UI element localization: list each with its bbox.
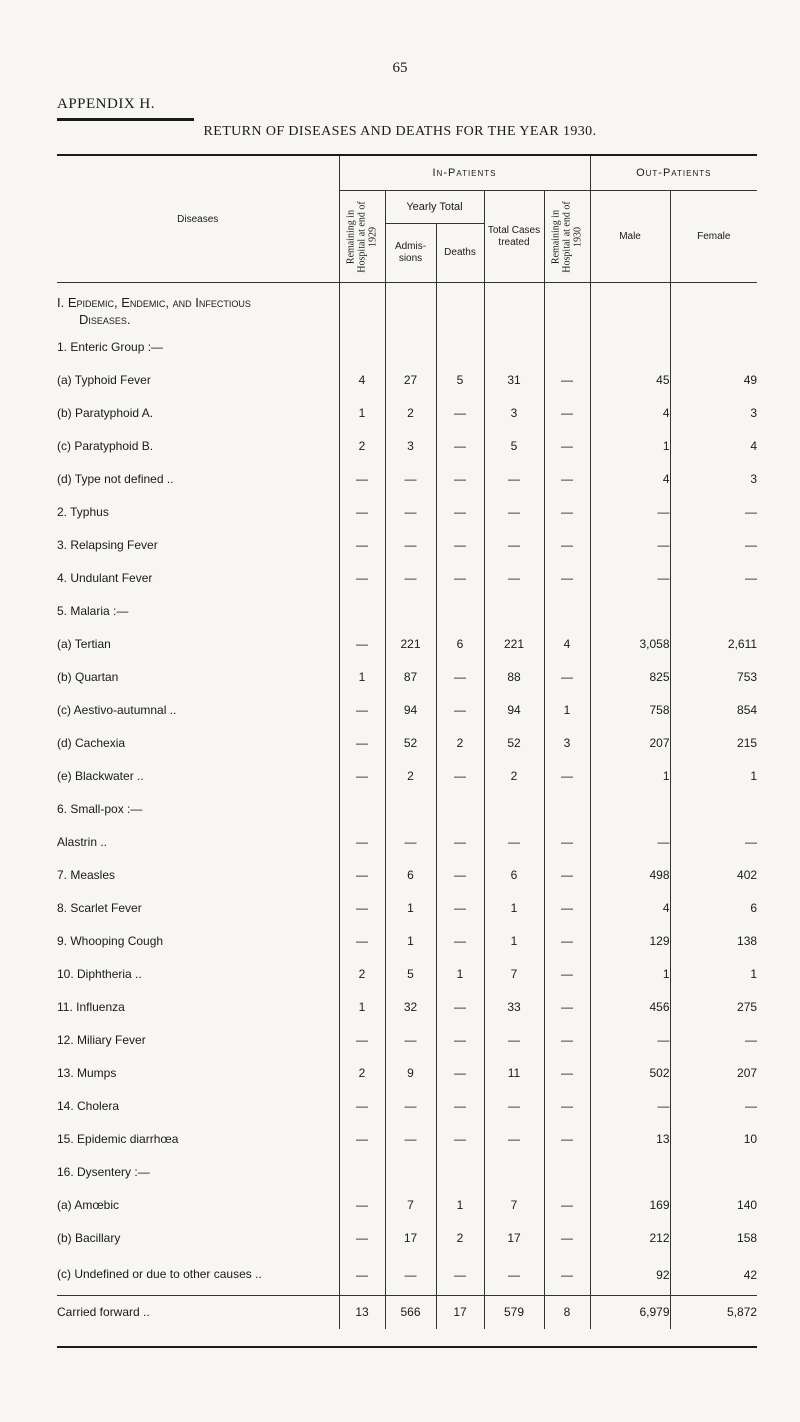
table-row [57, 562, 757, 595]
cell-admissions: — [385, 1024, 436, 1057]
disease-name: (d) Type not defined .. [57, 463, 339, 496]
table-row [57, 1222, 757, 1255]
cell-remaining-start: 1 [339, 397, 385, 430]
cell-remaining-end: — [544, 958, 590, 991]
disease-name: 9. Whooping Cough [57, 925, 339, 958]
cell-deaths: — [436, 661, 484, 694]
table-row [57, 1255, 757, 1296]
cell-male: 92 [590, 1255, 670, 1296]
group-label: 16. Dysentery :— [57, 1156, 339, 1189]
cell-deaths: — [436, 562, 484, 595]
cell-total-cases: — [484, 463, 544, 496]
table-row [57, 661, 757, 694]
cell-remaining-start: — [339, 1024, 385, 1057]
disease-name: (a) Amœbic [57, 1189, 339, 1222]
cell-remaining-end: — [544, 892, 590, 925]
cell-remaining-start: — [339, 1255, 385, 1296]
cell-admissions: 5 [385, 958, 436, 991]
cell-remaining-end: — [544, 1222, 590, 1255]
cell-female: 1 [750, 967, 758, 981]
disease-name: 13. Mumps [57, 1057, 339, 1090]
remaining-start-header: Remaining in Hospital at end of 1929 [339, 191, 385, 283]
cell-female: 207 [737, 1066, 758, 1080]
table-row [57, 727, 757, 760]
female-header: Female [670, 191, 757, 283]
page-number: 65 [392, 60, 408, 76]
cell-female: 854 [737, 703, 758, 717]
deaths-header: Deaths [436, 224, 484, 283]
out-patients-header: Out-Patients [590, 156, 757, 191]
cell-remaining-end: 4 [544, 628, 590, 661]
table-row [57, 463, 757, 496]
cell-deaths: 2 [436, 1222, 484, 1255]
cell-deaths: — [436, 991, 484, 1024]
cell-total-cases: — [484, 529, 544, 562]
cell-deaths: — [436, 892, 484, 925]
cell-remaining-end: — [544, 1123, 590, 1156]
cell-female: — [745, 835, 758, 849]
disease-name: (d) Cachexia [57, 727, 339, 760]
cell-remaining-start: — [339, 727, 385, 760]
cell-female: — [745, 1033, 758, 1047]
table-bottom-rule [57, 1346, 757, 1348]
table-row [57, 892, 757, 925]
cell-admissions: — [385, 1090, 436, 1123]
table-row [57, 1090, 757, 1123]
cell-remaining-end: — [544, 1057, 590, 1090]
group-row-smallpox [57, 793, 757, 826]
cell-admissions: 87 [385, 661, 436, 694]
cell-deaths: — [436, 1090, 484, 1123]
cell-remaining-end: — [544, 826, 590, 859]
cell-admissions: 17 [385, 1222, 436, 1255]
cell-total-cases: 7 [484, 1189, 544, 1222]
cell-female: — [745, 571, 758, 585]
cell-remaining-start: 4 [339, 364, 385, 397]
cell-admissions: 6 [385, 859, 436, 892]
cell-admissions: 7 [385, 1189, 436, 1222]
admissions-header: Admis-sions [385, 224, 436, 283]
disease-name: 2. Typhus [57, 496, 339, 529]
table-row [57, 694, 757, 727]
cell-female: 1 [750, 769, 758, 783]
disease-name: 10. Diphtheria .. [57, 958, 339, 991]
cell-female: 49 [743, 373, 758, 387]
cell-admissions: 3 [385, 430, 436, 463]
table-row [57, 1024, 757, 1057]
table-row [57, 364, 757, 397]
table-row [57, 397, 757, 430]
cell-remaining-start: — [339, 892, 385, 925]
cell-remaining-start: — [339, 694, 385, 727]
group-row-enteric [57, 331, 757, 364]
table-row [57, 496, 757, 529]
cell-male: 4 [590, 892, 670, 925]
cell-admissions: — [385, 529, 436, 562]
cell-female: 215 [737, 736, 758, 750]
cell-remaining-end: — [544, 397, 590, 430]
group-label: 1. Enteric Group :— [57, 331, 339, 364]
cell-total-cases: 5 [484, 430, 544, 463]
cell-deaths: — [436, 430, 484, 463]
cell-male: — [590, 1024, 670, 1057]
cell-male: 4 [590, 463, 670, 496]
page-title: RETURN OF DISEASES AND DEATHS FOR THE YEAR 1930. [203, 124, 597, 139]
cell-remaining-end: — [544, 529, 590, 562]
disease-name: (b) Bacillary [57, 1222, 339, 1255]
cell-remaining-end: — [544, 991, 590, 1024]
cell-remaining-end: — [544, 1090, 590, 1123]
cell-remaining-start: — [339, 859, 385, 892]
group-row-dysentery [57, 1156, 757, 1189]
cell-female: 42 [743, 1267, 758, 1282]
disease-name: 12. Miliary Fever [57, 1024, 339, 1057]
cell-admissions: 1 [385, 892, 436, 925]
cell-remaining-start: — [339, 1123, 385, 1156]
cell-female: 3 [750, 472, 758, 486]
cell-male: 3,058 [590, 628, 670, 661]
cell-male: 456 [590, 991, 670, 1024]
cell-remaining-start: 2 [339, 1057, 385, 1090]
table-row [57, 826, 757, 859]
cell-total-cases: 221 [484, 628, 544, 661]
cell-total-cases: 52 [484, 727, 544, 760]
cell-remaining-end: — [544, 1255, 590, 1296]
cell-remaining-end: 8 [544, 1295, 590, 1329]
group-row-malaria [57, 595, 757, 628]
cell-admissions: — [385, 463, 436, 496]
cell-deaths: — [436, 397, 484, 430]
cell-female: 753 [737, 670, 758, 684]
cell-admissions: 52 [385, 727, 436, 760]
cell-male: 45 [590, 364, 670, 397]
cell-admissions: 94 [385, 694, 436, 727]
cell-male: 498 [590, 859, 670, 892]
cell-male: 169 [590, 1189, 670, 1222]
cell-deaths: 5 [436, 364, 484, 397]
cell-remaining-start: 1 [339, 661, 385, 694]
cell-total-cases: — [484, 562, 544, 595]
disease-name: 8. Scarlet Fever [57, 892, 339, 925]
cell-total-cases: — [484, 496, 544, 529]
disease-name: Alastrin .. [57, 826, 339, 859]
cell-female: — [745, 505, 758, 519]
section-heading-row [57, 291, 757, 331]
cell-male: 758 [590, 694, 670, 727]
cell-admissions: — [385, 1255, 436, 1296]
cell-admissions: 566 [385, 1295, 436, 1329]
cell-remaining-end: — [544, 364, 590, 397]
table-row [57, 1123, 757, 1156]
cell-admissions: — [385, 562, 436, 595]
cell-remaining-start: 1 [339, 991, 385, 1024]
cell-male: 1 [590, 430, 670, 463]
disease-name: (a) Typhoid Fever [57, 364, 339, 397]
cell-male: 825 [590, 661, 670, 694]
cell-male: — [590, 496, 670, 529]
in-patients-header: In-Patients [339, 156, 590, 191]
cell-remaining-start: 13 [339, 1295, 385, 1329]
cell-female: 10 [743, 1132, 758, 1146]
cell-remaining-start: — [339, 1090, 385, 1123]
cell-female: 5,872 [670, 1295, 757, 1329]
cell-admissions: 32 [385, 991, 436, 1024]
cell-total-cases: — [484, 1090, 544, 1123]
table-row [57, 1189, 757, 1222]
cell-remaining-start: 2 [339, 958, 385, 991]
table-row [57, 760, 757, 793]
disease-returns-table [57, 156, 757, 1329]
cell-deaths: — [436, 496, 484, 529]
appendix-label: APPENDIX H. [57, 96, 156, 112]
cell-remaining-end: — [544, 925, 590, 958]
cell-total-cases: 17 [484, 1222, 544, 1255]
cell-deaths: 2 [436, 727, 484, 760]
cell-total-cases: — [484, 826, 544, 859]
section-title: I. Epidemic, Endemic, and Infectious [57, 294, 251, 310]
cell-deaths: — [436, 826, 484, 859]
cell-deaths: — [436, 925, 484, 958]
cell-total-cases: 579 [484, 1295, 544, 1329]
table-row [57, 529, 757, 562]
cell-male: 212 [590, 1222, 670, 1255]
cell-male: 1 [590, 958, 670, 991]
cell-female: 402 [737, 868, 758, 882]
disease-name: 15. Epidemic diarrhœa [57, 1123, 339, 1156]
cell-remaining-end: — [544, 1189, 590, 1222]
cell-deaths: — [436, 760, 484, 793]
cell-male: 1 [590, 760, 670, 793]
cell-deaths: — [436, 694, 484, 727]
cell-admissions: — [385, 826, 436, 859]
cell-deaths: 1 [436, 1189, 484, 1222]
table-row [57, 430, 757, 463]
cell-male: 13 [590, 1123, 670, 1156]
cell-total-cases: 88 [484, 661, 544, 694]
cell-total-cases: — [484, 1255, 544, 1296]
cell-deaths: — [436, 859, 484, 892]
cell-male: 4 [590, 397, 670, 430]
table-row [57, 859, 757, 892]
cell-admissions: — [385, 496, 436, 529]
remaining-end-header: Remaining in Hospital at end of 1930 [544, 191, 590, 283]
table-row [57, 628, 757, 661]
cell-remaining-end: — [544, 496, 590, 529]
cell-admissions: 1 [385, 925, 436, 958]
disease-name: 7. Measles [57, 859, 339, 892]
disease-name: 14. Cholera [57, 1090, 339, 1123]
cell-female: 140 [737, 1198, 758, 1212]
cell-total-cases: 1 [484, 925, 544, 958]
table-row [57, 991, 757, 1024]
cell-total-cases: 33 [484, 991, 544, 1024]
cell-male: 502 [590, 1057, 670, 1090]
cell-female: 138 [737, 934, 758, 948]
cell-total-cases: — [484, 1123, 544, 1156]
diseases-header: Diseases [57, 156, 339, 283]
male-header: Male [590, 191, 670, 283]
cell-male: 207 [590, 727, 670, 760]
cell-total-cases: — [484, 1024, 544, 1057]
cell-remaining-end: — [544, 430, 590, 463]
cell-remaining-start: — [339, 925, 385, 958]
cell-remaining-start: — [339, 496, 385, 529]
cell-male: — [590, 529, 670, 562]
cell-female: 4 [750, 439, 758, 453]
cell-remaining-end: — [544, 859, 590, 892]
cell-admissions: 2 [385, 760, 436, 793]
cell-male: 129 [590, 925, 670, 958]
disease-name: 11. Influenza [57, 991, 339, 1024]
cell-remaining-end: — [544, 661, 590, 694]
cell-remaining-start: — [339, 562, 385, 595]
cell-female: — [745, 1099, 758, 1113]
disease-name: (c) Aestivo-autumnal .. [57, 694, 339, 727]
cell-female: 3 [750, 406, 758, 420]
disease-name: (a) Tertian [57, 628, 339, 661]
cell-total-cases: 7 [484, 958, 544, 991]
cell-admissions: 2 [385, 397, 436, 430]
table-body [57, 283, 757, 1329]
carried-forward-row [57, 1295, 757, 1329]
cell-male: — [590, 1090, 670, 1123]
cell-remaining-end: — [544, 562, 590, 595]
disease-name: 4. Undulant Fever [57, 562, 339, 595]
cell-female: 2,611 [727, 637, 758, 651]
disease-name: (c) Paratyphoid B. [57, 430, 339, 463]
cell-total-cases: 3 [484, 397, 544, 430]
cell-deaths: 1 [436, 958, 484, 991]
cell-deaths: — [436, 1057, 484, 1090]
cell-deaths: — [436, 1123, 484, 1156]
disease-name: (e) Blackwater .. [57, 760, 339, 793]
cell-total-cases: 31 [484, 364, 544, 397]
cell-remaining-end: — [544, 760, 590, 793]
cell-admissions: 221 [385, 628, 436, 661]
cell-remaining-end: — [544, 463, 590, 496]
appendix-underline [57, 118, 194, 121]
disease-name: (c) Undefined or due to other causes .. [57, 1255, 339, 1296]
cell-male: — [590, 562, 670, 595]
yearly-total-header: Yearly Total [385, 191, 484, 224]
carried-forward-label: Carried forward .. [57, 1295, 339, 1329]
group-label: 6. Small-pox :— [57, 793, 339, 826]
cell-total-cases: 1 [484, 892, 544, 925]
cell-deaths: — [436, 463, 484, 496]
cell-remaining-end: 1 [544, 694, 590, 727]
cell-female: 158 [737, 1231, 758, 1245]
group-label: 5. Malaria :— [57, 595, 339, 628]
cell-deaths: 6 [436, 628, 484, 661]
cell-admissions: 9 [385, 1057, 436, 1090]
cell-admissions: 27 [385, 364, 436, 397]
table-row [57, 1057, 757, 1090]
cell-deaths: — [436, 1024, 484, 1057]
cell-remaining-end: — [544, 1024, 590, 1057]
cell-remaining-start: — [339, 628, 385, 661]
cell-remaining-start: — [339, 760, 385, 793]
cell-female: 6 [750, 901, 758, 915]
disease-name: (b) Quartan [57, 661, 339, 694]
cell-remaining-start: — [339, 826, 385, 859]
cell-remaining-start: 2 [339, 430, 385, 463]
disease-name: 3. Relapsing Fever [57, 529, 339, 562]
disease-name: (b) Paratyphoid A. [57, 397, 339, 430]
cell-total-cases: 6 [484, 859, 544, 892]
cell-female: — [745, 538, 758, 552]
cell-admissions: — [385, 1123, 436, 1156]
table-row [57, 925, 757, 958]
cell-male: 6,979 [590, 1295, 670, 1329]
cell-deaths: — [436, 529, 484, 562]
cell-deaths: — [436, 1255, 484, 1296]
cell-remaining-start: — [339, 529, 385, 562]
cell-total-cases: 2 [484, 760, 544, 793]
cell-remaining-start: — [339, 1189, 385, 1222]
cell-deaths: 17 [436, 1295, 484, 1329]
cell-remaining-start: — [339, 1222, 385, 1255]
section-title-cont: Diseases. [79, 311, 131, 327]
cell-remaining-end: 3 [544, 727, 590, 760]
cell-remaining-start: — [339, 463, 385, 496]
total-cases-header: Total Cases treated [484, 191, 544, 283]
cell-total-cases: 94 [484, 694, 544, 727]
cell-total-cases: 11 [484, 1057, 544, 1090]
cell-male: — [590, 826, 670, 859]
table-row [57, 958, 757, 991]
cell-female: 275 [737, 1000, 758, 1014]
